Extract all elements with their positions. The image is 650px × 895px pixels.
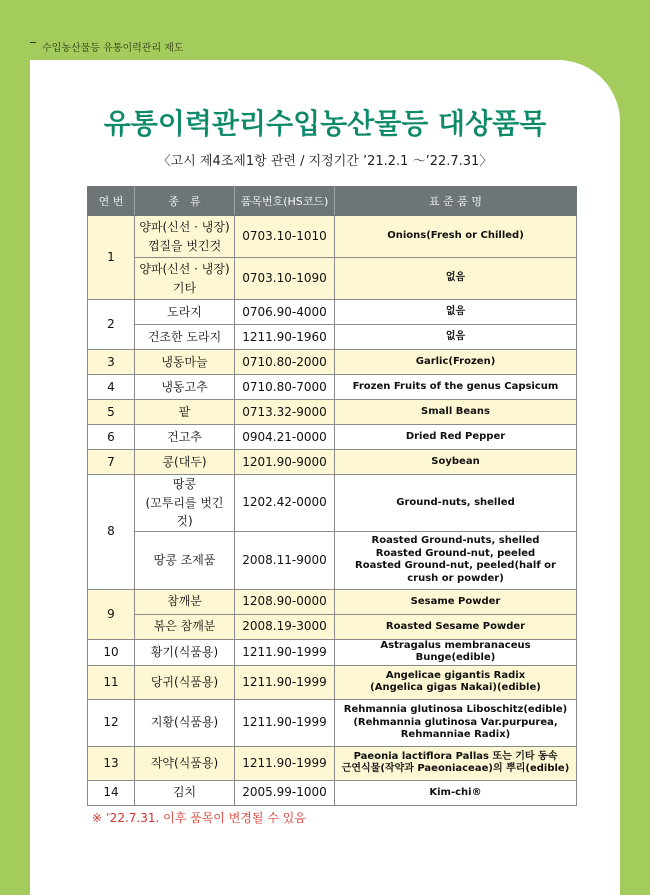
cell-no: 8 — [88, 475, 135, 590]
cell-kind: 지황(식품용) — [135, 699, 235, 746]
cell-standard-name: Soybean — [335, 450, 577, 475]
cell-kind: 당귀(식품용) — [135, 665, 235, 699]
cell-no: 4 — [88, 375, 135, 400]
cell-hs-code: 2008.19-3000 — [235, 614, 335, 639]
page-panel — [30, 60, 620, 895]
cell-standard-name: Angelicae gigantis Radix (Angelica gigas Nakai)(edible) — [335, 665, 577, 699]
cell-no: 12 — [88, 699, 135, 746]
cell-hs-code: 0710.80-2000 — [235, 350, 335, 375]
cell-no: 1 — [88, 216, 135, 300]
cell-kind: 김치 — [135, 780, 235, 805]
cell-kind: 냉동마늘 — [135, 350, 235, 375]
cell-standard-name: Ground-nuts, shelled — [335, 475, 577, 532]
table-body — [88, 216, 577, 806]
cell-kind: 황기(식품용) — [135, 639, 235, 665]
footnote: ※ ’22.7.31. 이후 품목이 변경될 수 있음 — [92, 811, 306, 825]
cell-hs-code: 1211.90-1999 — [235, 665, 335, 699]
cell-standard-name: Rehmannia glutinosa Liboschitz(edible) (Rehmannia glutinosa Var.purpurea, Rehmanniae Radix) — [335, 699, 577, 746]
cell-hs-code: 0904.21-0000 — [235, 425, 335, 450]
cell-hs-code: 1211.90-1999 — [235, 699, 335, 746]
cell-hs-code: 0703.10-1010 — [235, 216, 335, 258]
cell-hs-code: 1201.90-9000 — [235, 450, 335, 475]
table-row — [88, 450, 577, 475]
table-row — [88, 614, 577, 639]
cell-standard-name: 없음 — [335, 325, 577, 350]
cell-hs-code: 2005.99-1000 — [235, 780, 335, 805]
table-row — [88, 425, 577, 450]
table-row — [88, 216, 577, 258]
cell-standard-name: Paeonia lactiflora Pallas 또는 기타 동속 근연식물(작약과 Paeoniaceae)의 뿌리(edible) — [335, 746, 577, 780]
cell-standard-name: Astragalus membranaceus Bunge(edible) — [335, 639, 577, 665]
table-row — [88, 746, 577, 780]
cell-hs-code: 0710.80-7000 — [235, 375, 335, 400]
cell-standard-name: Onions(Fresh or Chilled) — [335, 216, 577, 258]
cell-no: 3 — [88, 350, 135, 375]
cell-hs-code: 1211.90-1960 — [235, 325, 335, 350]
cell-standard-name: Dried Red Pepper — [335, 425, 577, 450]
cell-standard-name: Frozen Fruits of the genus Capsicum — [335, 375, 577, 400]
cell-kind: 작약(식품용) — [135, 746, 235, 780]
cell-standard-name: 없음 — [335, 300, 577, 325]
table-row — [88, 400, 577, 425]
cell-kind: 건고추 — [135, 425, 235, 450]
cell-hs-code: 0706.90-4000 — [235, 300, 335, 325]
page-title: 유통이력관리수입농산물등 대상품목 — [103, 107, 547, 140]
items-table — [87, 186, 577, 806]
cell-kind: 땅콩 조제품 — [135, 531, 235, 589]
cell-standard-name: Garlic(Frozen) — [335, 350, 577, 375]
cell-no: 11 — [88, 665, 135, 699]
header-standard-name: 표 준 품 명 — [335, 187, 577, 216]
cell-kind: 도라지 — [135, 300, 235, 325]
header-no: 연 번 — [88, 187, 135, 216]
cell-no: 13 — [88, 746, 135, 780]
table-row — [88, 350, 577, 375]
table-row — [88, 300, 577, 325]
cell-no: 7 — [88, 450, 135, 475]
cell-kind: 콩(대두) — [135, 450, 235, 475]
cell-standard-name: Roasted Sesame Powder — [335, 614, 577, 639]
cell-no: 9 — [88, 589, 135, 639]
cell-no: 10 — [88, 639, 135, 665]
cell-hs-code: 1202.42-0000 — [235, 475, 335, 532]
table-row — [88, 589, 577, 614]
cell-kind: 볶은 참깨분 — [135, 614, 235, 639]
cell-hs-code: 2008.11-9000 — [235, 531, 335, 589]
cell-hs-code: 0713.32-9000 — [235, 400, 335, 425]
cell-kind: 양파(신선 · 냉장) 껍질을 벗긴것 — [135, 216, 235, 258]
cell-standard-name: Small Beans — [335, 400, 577, 425]
table-row — [88, 639, 577, 665]
table-row — [88, 258, 577, 300]
table-row — [88, 780, 577, 805]
cell-standard-name: Kim-chi® — [335, 780, 577, 805]
header-label: 수입농산물등 유통이력관리 제도 — [42, 43, 184, 54]
cell-no: 14 — [88, 780, 135, 805]
header-kind: 종 류 — [135, 187, 235, 216]
cell-standard-name: Sesame Powder — [335, 589, 577, 614]
cell-hs-code: 1211.90-1999 — [235, 639, 335, 665]
header-rule — [30, 42, 36, 43]
cell-kind: 땅콩 (꼬투리를 벗긴 것) — [135, 475, 235, 532]
cell-kind: 참깨분 — [135, 589, 235, 614]
cell-hs-code: 1211.90-1999 — [235, 746, 335, 780]
table-row — [88, 375, 577, 400]
cell-kind: 팥 — [135, 400, 235, 425]
table-row — [88, 665, 577, 699]
cell-no: 5 — [88, 400, 135, 425]
cell-kind: 냉동고추 — [135, 375, 235, 400]
cell-hs-code: 0703.10-1090 — [235, 258, 335, 300]
cell-no: 2 — [88, 300, 135, 350]
table-row — [88, 699, 577, 746]
table-row — [88, 531, 577, 589]
header-hs-code: 품목번호(HS코드) — [235, 187, 335, 216]
cell-no: 6 — [88, 425, 135, 450]
table-row — [88, 475, 577, 532]
cell-kind: 양파(신선 · 냉장) 기타 — [135, 258, 235, 300]
table-header-row — [88, 187, 577, 216]
cell-standard-name: Roasted Ground-nuts, shelled Roasted Ground-nut, peeled Roasted Ground-nut, peeled(half or crush or powder) — [335, 531, 577, 589]
cell-hs-code: 1208.90-0000 — [235, 589, 335, 614]
page-subtitle: 〈고시 제4조제1항 관련 / 지정기간 ’21.2.1 ～’22.7.31〉 — [157, 154, 493, 169]
table-row — [88, 325, 577, 350]
cell-kind: 건조한 도라지 — [135, 325, 235, 350]
cell-standard-name: 없음 — [335, 258, 577, 300]
